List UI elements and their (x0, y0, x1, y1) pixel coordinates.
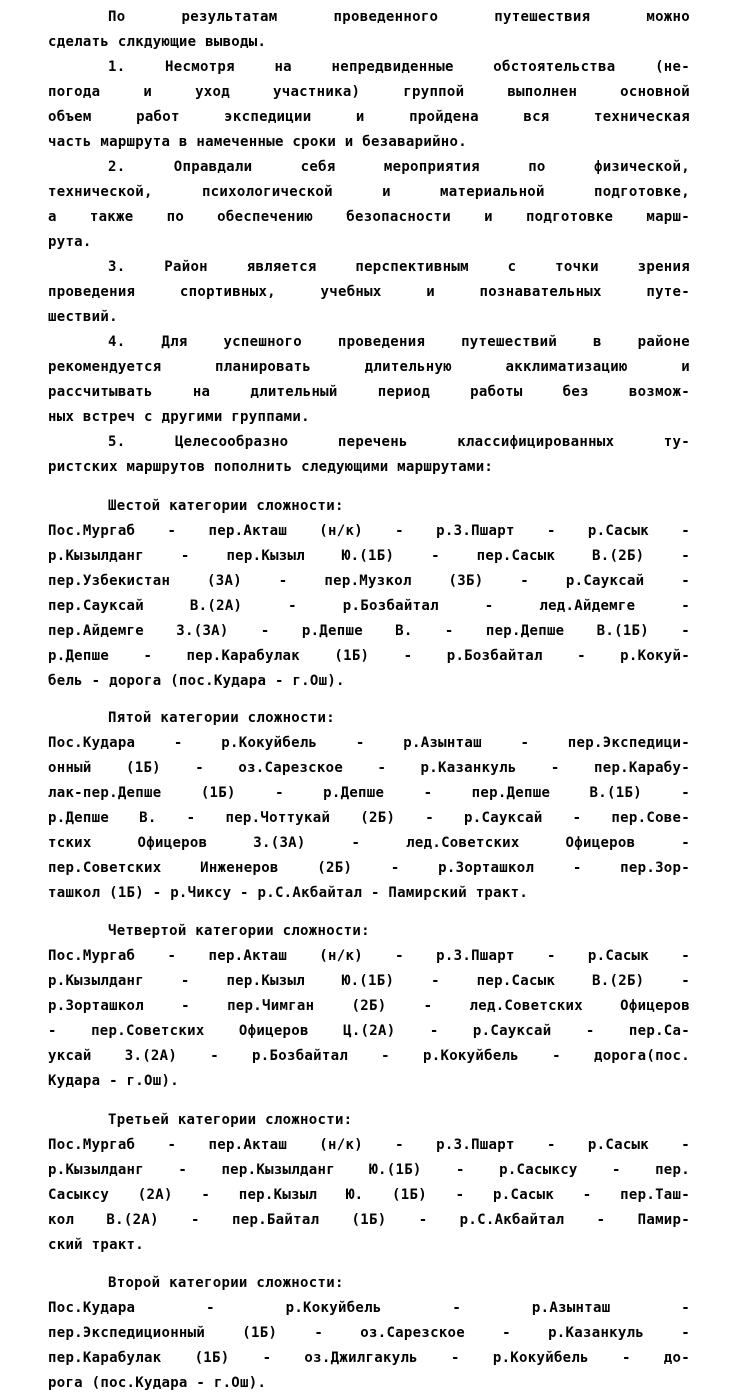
conclusion-3-line: проведения спортивных, учебных и познавательных путе- (48, 284, 690, 300)
route-line: пер.Айдемге З.(3А) - р.Депше В. - пер.Депше В.(1Б) - (48, 623, 690, 639)
conclusion-1-line: часть маршрута в намеченные сроки и безаварийно. (48, 134, 467, 150)
conclusion-3-line: шествий. (48, 309, 118, 325)
route-line: Пос.Мургаб - пер.Акташ (н/к) - р.З.Пшарт - р.Сасык - (48, 1137, 690, 1153)
route-line: Кудара - г.Ош). (48, 1073, 179, 1089)
conclusion-4-line: рекомендуется планировать длительную акклиматизацию и (48, 359, 690, 375)
route-line: лак-пер.Депше (1Б) - р.Депше - пер.Депше В.(1Б) - (48, 785, 690, 801)
conclusion-1-line: объем работ экспедиции и пройдена вся техническая (48, 109, 690, 125)
route-line: р.Депше - пер.Карабулак (1Б) - р.Бозбайтал - р.Кокуй- (48, 648, 690, 664)
route-line: кол В.(2А) - пер.Байтал (1Б) - р.С.Акбайтал - Памир- (48, 1212, 690, 1228)
route-line: р.Кызылданг - пер.Кызыл Ю.(1Б) - пер.Сасык В.(2Б) - (48, 973, 690, 989)
route-heading: Второй категории сложности: (108, 1275, 344, 1291)
route-line: рога (пос.Кудара - г.Ош). (48, 1375, 267, 1391)
conclusion-3-line: 3. Район является перспективным с точки зрения (108, 259, 690, 275)
route-line: р.Зорташкол - пер.Чимган (2Б) - лед.Советских Офицеров (48, 998, 690, 1014)
route-line: Пос.Кудара - р.Кокуйбель - р.Азынташ - пер.Экспедици- (48, 735, 690, 751)
conclusion-4-line: рассчитывать на длительный период работы без возмож- (48, 384, 690, 400)
conclusion-2-line: 2. Оправдали себя мероприятия по физической, (108, 159, 690, 175)
route-line: онный (1Б) - оз.Сарезское - р.Казанкуль - пер.Карабу- (48, 760, 690, 776)
route-line: - пер.Советских Офицеров Ц.(2А) - р.Сауксай - пер.Са- (48, 1023, 690, 1039)
route-line: ташкол (1Б) - р.Чиксу - р.С.Акбайтал - Памирский тракт. (48, 885, 529, 901)
route-line: Пос.Мургаб - пер.Акташ (н/к) - р.З.Пшарт - р.Сасык - (48, 523, 690, 539)
conclusion-1-line: 1. Несмотря на непредвиденные обстоятельства (не- (108, 59, 690, 75)
conclusion-2-line: технической, психологической и материальной подготовке, (48, 184, 690, 200)
route-heading: Третьей категории сложности: (108, 1112, 353, 1128)
route-line: р.Кызылданг - пер.Кызылданг Ю.(1Б) - р.Сасыксу - пер. (48, 1162, 690, 1178)
route-line: бель - дорога (пос.Кудара - г.Ош). (48, 673, 345, 689)
intro-line: сделать слкдующие выводы. (48, 34, 267, 50)
route-line: тских Офицеров З.(3А) - лед.Советских Офицеров - (48, 835, 690, 851)
intro-line: По результатам проведенного путешествия можно (108, 9, 690, 25)
route-line: ский тракт. (48, 1237, 145, 1253)
conclusion-2-line: рута. (48, 234, 92, 250)
route-line: пер.Карабулак (1Б) - оз.Джилгакуль - р.Кокуйбель - до- (48, 1350, 690, 1366)
conclusion-5-line: 5. Целесообразно перечень классифицированных ту- (108, 434, 690, 450)
route-line: пер.Экспедиционный (1Б) - оз.Сарезское - р.Казанкуль - (48, 1325, 690, 1341)
conclusion-4-line: 4. Для успешного проведения путешествий в районе (108, 334, 690, 350)
conclusion-4-line: ных встреч с другими группами. (48, 409, 310, 425)
route-line: уксай З.(2А) - р.Бозбайтал - р.Кокуйбель - дорога(пос. (48, 1048, 690, 1064)
route-line: р.Кызылданг - пер.Кызыл Ю.(1Б) - пер.Сасык В.(2Б) - (48, 548, 690, 564)
route-heading: Пятой категории сложности: (108, 710, 335, 726)
route-line: пер.Советских Инженеров (2Б) - р.Зорташкол - пер.Зор- (48, 860, 690, 876)
route-line: пер.Сауксай В.(2А) - р.Бозбайтал - лед.Айдемге - (48, 598, 690, 614)
route-line: Пос.Мургаб - пер.Акташ (н/к) - р.З.Пшарт - р.Сасык - (48, 948, 690, 964)
route-line: р.Депше В. - пер.Чоттукай (2Б) - р.Сауксай - пер.Сове- (48, 810, 690, 826)
route-line: пер.Узбекистан (3А) - пер.Музкол (3Б) - р.Сауксай - (48, 573, 690, 589)
conclusion-1-line: погода и уход участника) группой выполнен основной (48, 84, 690, 100)
route-line: Пос.Кудара - р.Кокуйбель - р.Азынташ - (48, 1300, 690, 1316)
route-heading: Шестой категории сложности: (108, 498, 344, 514)
conclusion-5-line: ристских маршрутов пополнить следующими маршрутами: (48, 459, 494, 475)
route-heading: Четвертой категории сложности: (108, 923, 370, 939)
conclusion-2-line: а также по обеспечению безопасности и подготовке марш- (48, 209, 690, 225)
route-line: Сасыксу (2А) - пер.Кызыл Ю. (1Б) - р.Сасык - пер.Таш- (48, 1187, 690, 1203)
